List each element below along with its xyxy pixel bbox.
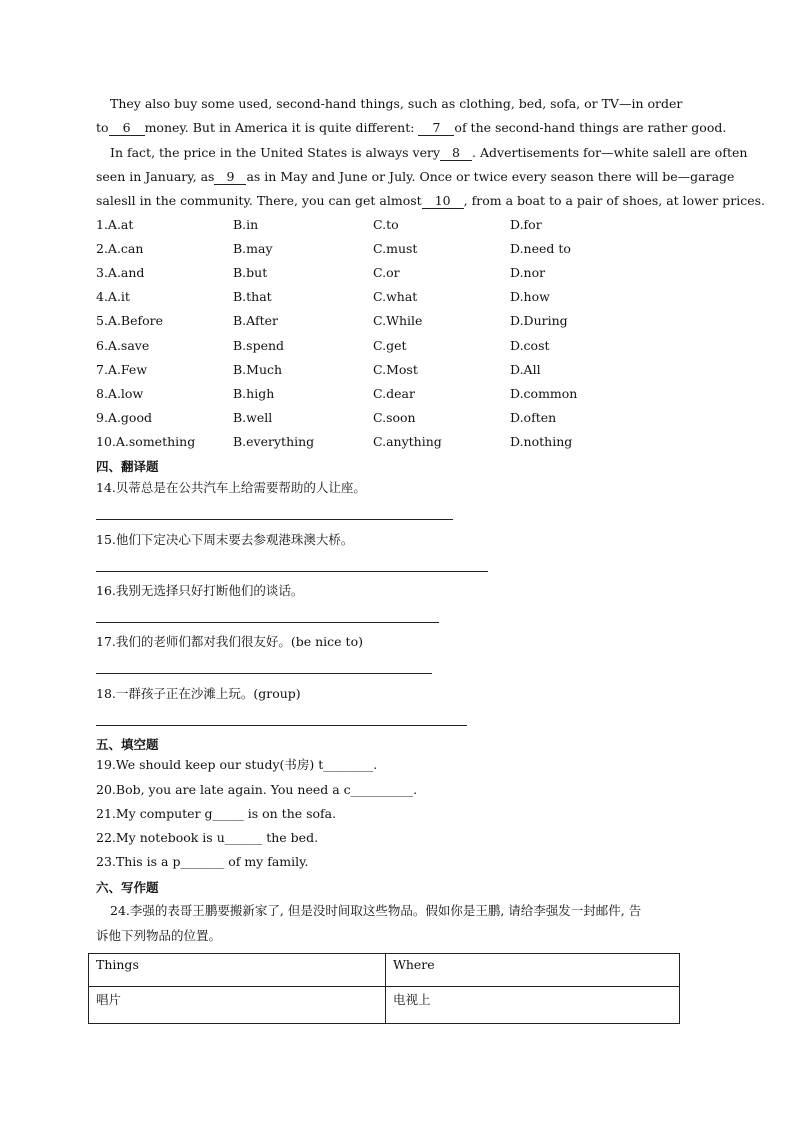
table-header-row — [89, 954, 680, 987]
choice-option: D.need to — [510, 241, 571, 256]
translation-question-15: 15.他们下定决心下周末要去参观港珠澳大桥。 — [96, 532, 354, 547]
table-row — [89, 987, 680, 1024]
translation-question-17: 17.我们的老师们都对我们很友好。(be nice to) — [96, 634, 363, 649]
blank-6: 6 — [109, 121, 145, 136]
choice-option: B.well — [233, 410, 273, 425]
answer-line-16[interactable] — [96, 622, 439, 623]
fill-question-23: 23.This is a p_______ of my family. — [96, 854, 309, 869]
choice-option: D.often — [510, 410, 557, 425]
choice-option: C.or — [373, 265, 400, 280]
choice-option: C.anything — [373, 434, 442, 449]
choice-option: D.cost — [510, 338, 550, 353]
blank-9: 9 — [214, 170, 246, 185]
answer-line-17[interactable] — [96, 673, 432, 674]
fill-question-19: 19.We should keep our study(书房) t________. — [96, 757, 378, 772]
translation-question-16: 16.我别无选择只好打断他们的谈话。 — [96, 583, 304, 598]
table-header-things: Things — [89, 954, 386, 987]
passage-text: They also buy some used, second-hand things, such as clothing, bed, sofa, or TV—in order — [110, 96, 683, 111]
table-cell-where: 电视上 — [386, 987, 680, 1024]
passage-text: to — [96, 120, 109, 135]
choice-option: 10.A.something — [96, 434, 196, 449]
fill-question-21: 21.My computer g_____ is on the sofa. — [96, 806, 337, 821]
choice-option: C.Most — [373, 362, 418, 377]
choice-option: D.for — [510, 217, 542, 232]
choice-option: B.everything — [233, 434, 315, 449]
choice-option: B.in — [233, 217, 259, 232]
passage-text: . Advertisements for—white salell are often — [472, 145, 748, 160]
blank-10: 10 — [422, 194, 464, 209]
passage-line-4 — [96, 169, 734, 185]
passage-text: salesll in the community. There, you can get almost — [96, 193, 422, 208]
fill-question-22: 22.My notebook is u______ the bed. — [96, 830, 319, 845]
things-location-table — [88, 953, 680, 1024]
choice-option: C.soon — [373, 410, 416, 425]
choice-option: C.While — [373, 313, 423, 328]
section-5-heading: 五、填空题 — [96, 737, 159, 752]
passage-text: In fact, the price in the United States is always very — [110, 145, 441, 160]
choice-option: B.but — [233, 265, 268, 280]
choice-option: 7.A.Few — [96, 362, 148, 377]
choice-option: B.high — [233, 386, 275, 401]
choice-option: D.common — [510, 386, 578, 401]
choice-option: B.Much — [233, 362, 283, 377]
choice-option: 8.A.low — [96, 386, 144, 401]
translation-question-14: 14.贝蒂总是在公共汽车上给需要帮助的人让座。 — [96, 480, 366, 495]
choice-option: B.After — [233, 313, 278, 328]
fill-question-20: 20.Bob, you are late again. You need a c__________. — [96, 782, 418, 797]
passage-text: seen in January, as — [96, 169, 215, 184]
choice-option: B.may — [233, 241, 273, 256]
writing-prompt-line-1: 24.李强的表哥王鹏要搬新家了, 但是没时间取这些物品。假如你是王鹏, 请给李强发一封邮件, 告 — [110, 903, 642, 918]
writing-prompt-line-2: 诉他下列物品的位置。 — [96, 928, 222, 943]
section-4-heading: 四、翻译题 — [96, 459, 159, 474]
passage-line-5 — [96, 193, 765, 209]
choice-option: 6.A.save — [96, 338, 150, 353]
answer-line-15[interactable] — [96, 571, 488, 572]
choice-option: 1.A.at — [96, 217, 134, 232]
passage-text: money. But in America it is quite different: — [144, 120, 415, 135]
answer-line-18[interactable] — [96, 725, 467, 726]
choice-option: B.spend — [233, 338, 285, 353]
choice-option: 5.A.Before — [96, 313, 164, 328]
blank-8: 8 — [440, 146, 472, 161]
choice-option: 4.A.it — [96, 289, 130, 304]
passage-text: as in May and June or July. Once or twice every season there will be—garage — [246, 169, 735, 184]
choice-option: C.dear — [373, 386, 415, 401]
passage-line-1 — [110, 96, 682, 112]
passage-text: , from a boat to a pair of shoes, at lower prices. — [463, 193, 765, 208]
choice-option: C.what — [373, 289, 418, 304]
passage-line-3 — [110, 145, 747, 161]
section-6-heading: 六、写作题 — [96, 880, 159, 895]
choice-option: 9.A.good — [96, 410, 152, 425]
passage-text: of the second-hand things are rather good. — [454, 120, 727, 135]
choice-option: D.All — [510, 362, 541, 377]
table-cell-thing: 唱片 — [89, 987, 386, 1024]
choice-option: 2.A.can — [96, 241, 144, 256]
answer-line-14[interactable] — [96, 519, 453, 520]
choice-option: 3.A.and — [96, 265, 145, 280]
choice-option: D.nothing — [510, 434, 573, 449]
choice-option: C.get — [373, 338, 407, 353]
choice-option: D.how — [510, 289, 550, 304]
choice-option: D.nor — [510, 265, 546, 280]
table-header-where: Where — [386, 954, 680, 987]
choice-option: D.During — [510, 313, 568, 328]
choice-option: C.must — [373, 241, 418, 256]
choice-option: B.that — [233, 289, 272, 304]
choice-option: C.to — [373, 217, 399, 232]
translation-question-18: 18.一群孩子正在沙滩上玩。(group) — [96, 686, 301, 701]
passage-line-2 — [96, 120, 726, 136]
blank-7: 7 — [418, 121, 454, 136]
